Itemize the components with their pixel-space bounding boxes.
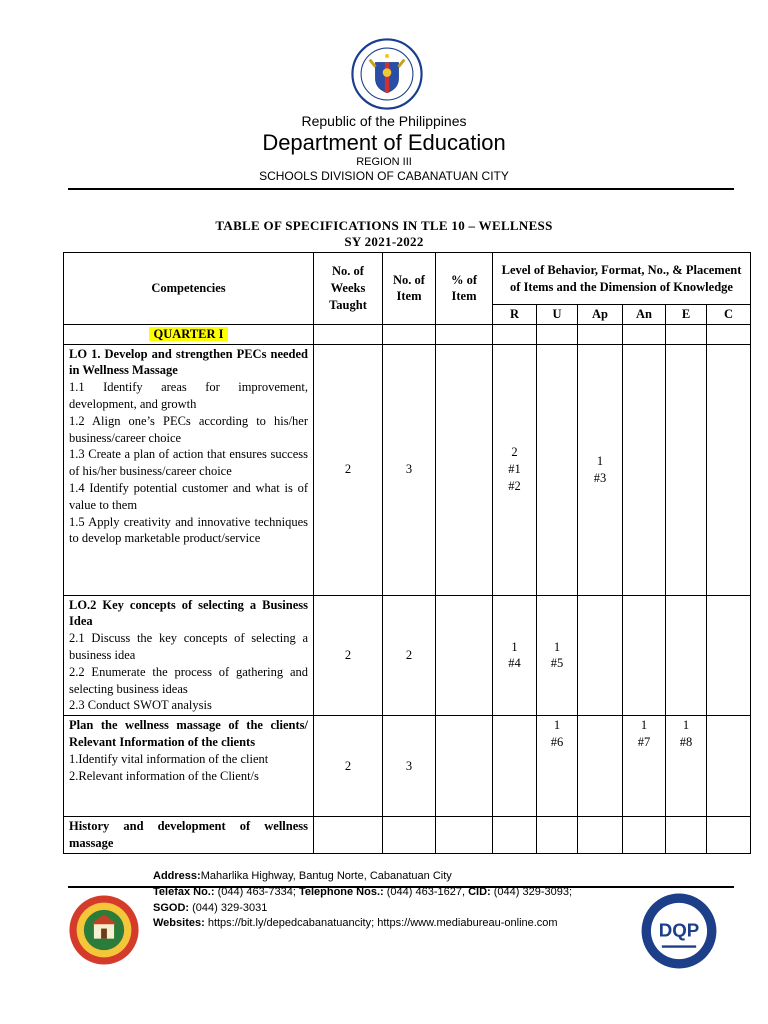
sub-competency: 2.2 Enumerate the process of gathering and selecting business ideas xyxy=(69,664,308,696)
level-an-cell xyxy=(623,344,666,595)
division-label: SCHOOLS DIVISION OF CABANATUAN CITY xyxy=(259,169,509,183)
level-e-cell xyxy=(666,344,707,595)
level-r-cell: 2 #1 #2 xyxy=(493,344,537,595)
document-title: TABLE OF SPECIFICATIONS IN TLE 10 – WELLNESS xyxy=(215,218,553,233)
level-ap-cell: 1 #3 xyxy=(578,344,623,595)
sub-competency: 2.Relevant information of the Client/s xyxy=(69,768,259,783)
header-level: Level of Behavior, Format, No., & Placement of Items and the Dimension of Knowledge xyxy=(493,253,751,305)
weeks-cell: 2 xyxy=(314,344,383,595)
level-an-cell xyxy=(623,595,666,716)
header-divider xyxy=(68,188,734,190)
table-row xyxy=(64,716,751,817)
level-c-cell xyxy=(707,716,751,817)
region-label: REGION III xyxy=(356,156,412,168)
learning-outcome: History and development of wellness massage xyxy=(69,819,308,850)
sub-competency: 2.1 Discuss the key concepts of selecting a business idea xyxy=(69,631,308,662)
level-an-cell: 1 #7 xyxy=(623,716,666,817)
competency-cell xyxy=(64,344,314,595)
header-items: No. of Item xyxy=(383,253,436,325)
quarter-label: QUARTER I xyxy=(149,327,227,341)
specifications-table xyxy=(63,252,751,854)
table-body xyxy=(64,344,751,854)
header-weeks: No. of Weeks Taught xyxy=(314,253,383,325)
level-c-cell xyxy=(707,344,751,595)
level-e-cell xyxy=(666,595,707,716)
sub-competency: 1.2 Align one’s PECs according to his/her business/career choice xyxy=(69,413,308,445)
weeks-cell xyxy=(314,817,383,854)
competency-cell xyxy=(64,716,314,817)
items-cell xyxy=(383,817,436,854)
level-ap-cell xyxy=(578,817,623,854)
header-level-u: U xyxy=(537,305,578,325)
sub-competency: 1.5 Apply creativity and innovative techniques to develop marketable product/service xyxy=(69,514,308,546)
sub-competency: 1.4 Identify potential customer and what is of value to them xyxy=(69,480,308,512)
sub-competency: 1.3 Create a plan of action that ensures success of his/her business/career choice xyxy=(69,447,308,479)
table-row xyxy=(64,344,751,595)
percent-cell xyxy=(436,817,493,854)
table-row xyxy=(64,595,751,716)
level-u-cell: 1 #5 xyxy=(537,595,578,716)
table-row xyxy=(64,817,751,854)
footer-phone-line: Telefax No.: (044) 463-7334; Telephone Nos.: (044) 463-1627, CID: (044) 329-3093; xyxy=(153,885,573,898)
footer-contact xyxy=(153,869,572,932)
republic-label: Republic of the Philippines xyxy=(301,113,467,129)
header-percent: % of Item xyxy=(436,253,493,325)
level-r-cell xyxy=(493,716,537,817)
sub-competency: 1.1 Identify areas for improvement, development, and growth xyxy=(69,380,308,411)
competency-cell xyxy=(64,595,314,716)
level-e-cell xyxy=(666,817,707,854)
level-e-cell: 1 #8 xyxy=(666,716,707,817)
weeks-cell: 2 xyxy=(314,716,383,817)
iso-certification-logo xyxy=(640,892,718,970)
percent-cell xyxy=(436,595,493,716)
svg-text:DQP: DQP xyxy=(658,919,700,941)
header-level-ap: Ap xyxy=(578,305,623,325)
header-level-c: C xyxy=(707,305,751,325)
competency-cell xyxy=(64,817,314,854)
level-ap-cell xyxy=(578,716,623,817)
percent-cell xyxy=(436,344,493,595)
header-level-an: An xyxy=(623,305,666,325)
footer-address-line: Address:Maharlika Highway, Bantug Norte, Cabanatuan City xyxy=(153,870,452,882)
percent-cell xyxy=(436,716,493,817)
quarter-cell xyxy=(64,324,314,344)
header-level-e: E xyxy=(666,305,707,325)
footer-sgod-line: SGOD: (044) 329-3031 xyxy=(153,901,268,914)
learning-outcome: Plan the wellness massage of the clients/ Relevant Information of the clients xyxy=(69,718,308,749)
level-an-cell xyxy=(623,817,666,854)
sub-competency: 2.3 Conduct SWOT analysis xyxy=(69,698,212,713)
items-cell: 3 xyxy=(383,344,436,595)
header-level-r: R xyxy=(493,305,537,325)
level-ap-cell xyxy=(578,595,623,716)
school-year: SY 2021-2022 xyxy=(344,234,424,249)
department-name: Department of Education xyxy=(262,130,506,155)
learning-outcome: LO 1. Develop and strengthen PECs needed in Wellness Massage xyxy=(69,346,308,378)
level-u-cell xyxy=(537,344,578,595)
level-c-cell xyxy=(707,817,751,854)
level-r-cell xyxy=(493,817,537,854)
items-cell: 3 xyxy=(383,716,436,817)
deped-seal-logo xyxy=(351,38,423,110)
items-cell: 2 xyxy=(383,595,436,716)
learning-outcome: LO.2 Key concepts of selecting a Business Idea xyxy=(69,597,308,629)
level-c-cell xyxy=(707,595,751,716)
header-competencies: Competencies xyxy=(64,253,314,325)
level-u-cell: 1 #6 xyxy=(537,716,578,817)
level-r-cell: 1 #4 xyxy=(493,595,537,716)
level-u-cell xyxy=(537,817,578,854)
sub-competency: 1.Identify vital information of the client xyxy=(69,751,269,766)
footer-websites-line: Websites: https://bit.ly/depedcabanatuancity; https://www.mediabureau-online.com xyxy=(153,917,558,930)
division-seal-logo xyxy=(68,894,140,966)
weeks-cell: 2 xyxy=(314,595,383,716)
